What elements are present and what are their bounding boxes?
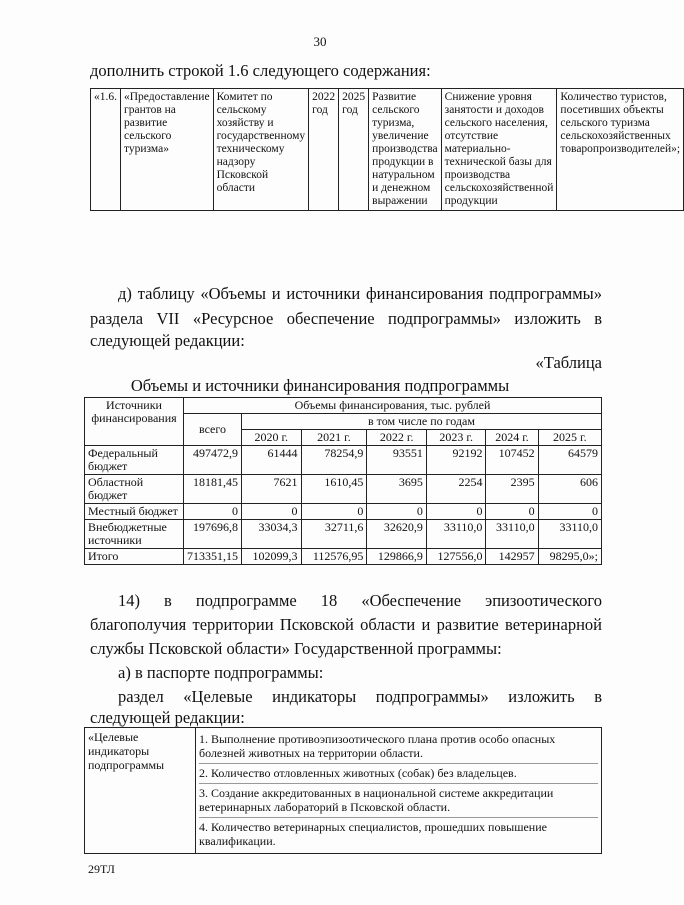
year-cell: 2254	[426, 475, 486, 504]
indicator-cell: Количество туристов, посетивших объекты сельского туризма сельскохозяйственных товаропроизводителей»;	[557, 89, 684, 211]
year-cell: 98295,0»;	[538, 549, 601, 565]
year-header: 2021 г.	[301, 430, 367, 446]
list-item: 1. Выполнение противоэпизоотического плана против особо опасных болезней животных на территории области.	[199, 730, 598, 764]
footer-code: 29ТЛ	[88, 862, 115, 876]
table-row	[85, 475, 602, 504]
year-cell: 142957	[486, 549, 538, 565]
para-a: а) в паспорте подпрограммы:	[118, 663, 324, 682]
year-cell: 64579	[538, 446, 601, 475]
source-name: Областной бюджет	[85, 475, 184, 504]
event-cell: «Предоставление грантов на развитие сельского туризма»	[121, 89, 214, 211]
end-year-cell: 2025 год	[339, 89, 369, 211]
list-item: 2. Количество отловленных животных (собак) без владельцев.	[199, 764, 598, 784]
year-cell: 3695	[367, 475, 427, 504]
source-name: Итого	[85, 549, 184, 565]
year-cell: 0	[486, 504, 538, 520]
year-cell: 112576,95	[301, 549, 367, 565]
activity-table	[90, 88, 684, 211]
source-name: Федеральный бюджет	[85, 446, 184, 475]
financing-table	[84, 397, 602, 565]
para-d-line2: раздела VII «Ресурсное обеспечение подпрограммы» изложить в	[90, 309, 602, 328]
year-cell: 2395	[486, 475, 538, 504]
year-cell: 32711,6	[301, 520, 367, 549]
year-cell: 33110,0	[426, 520, 486, 549]
total-cell: 18181,45	[184, 475, 242, 504]
year-cell: 7621	[242, 475, 302, 504]
total-cell: 713351,15	[184, 549, 242, 565]
targets-list	[196, 728, 602, 854]
year-cell: 0	[301, 504, 367, 520]
table-title: Объемы и источники финансирования подпрограммы	[130, 376, 510, 395]
para-14-line1: 14) в подпрограмме 18 «Обеспечение эпизоотического	[118, 591, 602, 610]
start-year-cell: 2022 год	[309, 89, 339, 211]
header-total: всего	[184, 414, 242, 446]
header-volumes: Объемы финансирования, тыс. рублей	[184, 398, 602, 414]
year-cell: 32620,9	[367, 520, 427, 549]
table-row	[85, 520, 602, 549]
executor-cell: Комитет по сельскому хозяйству и государственному техническому надзору Псковской области	[213, 89, 309, 211]
year-cell: 78254,9	[301, 446, 367, 475]
list-item: 3. Создание аккредитованных в национальной системе аккредитации ветеринарных лабораторий в Псковской области.	[199, 784, 598, 818]
target-indicators-table	[84, 727, 602, 854]
row-number: «1.6.	[91, 89, 121, 211]
source-name: Внебюджетные источники	[85, 520, 184, 549]
para-section-line2: следующей редакции:	[90, 708, 245, 727]
result-cell: Развитие сельского туризма, увеличение производства продукции в натуральном и денежном выражении	[369, 89, 441, 211]
consequence-cell: Снижение уровня занятости и доходов сельского населения, отсутствие материально-технической базы для производства сельскохозяйственной продукции	[441, 89, 557, 211]
table-row	[85, 446, 602, 475]
para-section-line1: раздел «Целевые индикаторы подпрограммы» изложить в	[118, 687, 602, 706]
year-cell: 1610,45	[301, 475, 367, 504]
targets-label: «Целевые индикаторы подпрограммы	[85, 728, 196, 854]
year-header: 2020 г.	[242, 430, 302, 446]
year-cell: 102099,3	[242, 549, 302, 565]
table-label: «Таблица	[535, 353, 602, 372]
year-cell: 606	[538, 475, 601, 504]
table-row-total	[85, 549, 602, 565]
year-cell: 33034,3	[242, 520, 302, 549]
year-header: 2024 г.	[486, 430, 538, 446]
year-cell: 127556,0	[426, 549, 486, 565]
total-cell: 0	[184, 504, 242, 520]
year-cell: 33110,0	[486, 520, 538, 549]
year-cell: 129866,9	[367, 549, 427, 565]
year-cell: 107452	[486, 446, 538, 475]
year-cell: 0	[367, 504, 427, 520]
year-cell: 0	[242, 504, 302, 520]
header-by-years: в том числе по годам	[242, 414, 602, 430]
header-source: Источники финансирования	[85, 398, 184, 446]
year-cell: 92192	[426, 446, 486, 475]
activity-row-1-6	[91, 89, 684, 211]
source-name: Местный бюджет	[85, 504, 184, 520]
para-14-line3: службы Псковской области» Государственной программы:	[90, 639, 502, 658]
list-item: 4. Количество ветеринарных специалистов, прошедших повышение квалификации.	[199, 820, 547, 848]
year-header: 2023 г.	[426, 430, 486, 446]
para-d-line3: следующей редакции:	[90, 331, 245, 350]
total-cell: 497472,9	[184, 446, 242, 475]
para-14-line2: благополучия территории Псковской области и развитие ветеринарной	[90, 615, 602, 634]
year-header: 2025 г.	[538, 430, 601, 446]
para-d-line1: д) таблицу «Объемы и источники финансирования подпрограммы»	[118, 284, 602, 303]
year-header: 2022 г.	[367, 430, 427, 446]
intro-line: дополнить строкой 1.6 следующего содержания:	[90, 61, 431, 80]
year-cell: 0	[538, 504, 601, 520]
page-number: 30	[313, 34, 327, 49]
total-cell: 197696,8	[184, 520, 242, 549]
year-cell: 61444	[242, 446, 302, 475]
year-cell: 0	[426, 504, 486, 520]
table-row	[85, 504, 602, 520]
year-cell: 93551	[367, 446, 427, 475]
year-cell: 33110,0	[538, 520, 601, 549]
